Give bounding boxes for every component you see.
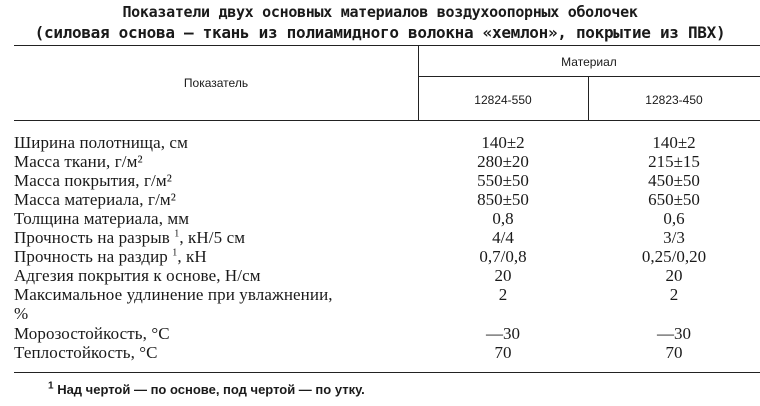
row-label: [14, 305, 28, 322]
row-label-text: Масса покрытия, г/м²: [14, 171, 172, 190]
row-label-text: Адгезия покрытия к основе, Н/см: [14, 266, 261, 285]
footnote-text: Над чертой — по основе, под чертой — по утку.: [57, 382, 365, 397]
row-label-text: Теплостойкость, °С: [14, 343, 158, 362]
cell-12824-550: 850±50: [477, 190, 529, 209]
cell-12824-550: 140±2: [481, 133, 525, 152]
row-label-text: Прочность на раздир: [14, 247, 168, 266]
cell-12823-450: 20: [665, 266, 683, 285]
table-title-line-2: (силовая основа — ткань из полиамидного волокна «хемлон», покрытие из ПВХ): [34, 23, 726, 42]
row-label: [14, 229, 245, 246]
row-label-suffix: , кН: [177, 247, 207, 266]
footnote-reference: 1: [174, 228, 180, 240]
header-material: Материал: [561, 55, 617, 69]
bottom-rule: [14, 372, 760, 373]
cell-12823-450: 0,25/0,20: [641, 247, 707, 266]
cell-12823-450: 70: [665, 343, 683, 362]
header-bottom-rule: [14, 120, 760, 121]
header-material-12824-550: 12824-550: [474, 93, 532, 107]
footnote: [48, 382, 365, 397]
row-label-text: Масса ткани, г/м²: [14, 152, 143, 171]
row-label-text: Толщина материала, мм: [14, 209, 190, 228]
row-label: [14, 172, 172, 189]
row-label-text: Прочность на разрыв: [14, 228, 170, 247]
row-label: [14, 134, 188, 151]
row-label: [14, 344, 158, 361]
cell-12824-550: —30: [486, 324, 520, 343]
row-label-text: Масса материала, г/м²: [14, 190, 176, 209]
cell-12824-550: 2: [498, 285, 508, 304]
row-label: [14, 267, 261, 284]
footnote-mark: 1: [48, 380, 54, 392]
cell-12823-450: 3/3: [663, 228, 685, 247]
footnote-reference: 1: [172, 247, 178, 259]
row-label: [14, 191, 176, 208]
cell-12824-550: 70: [494, 343, 512, 362]
cell-12824-550: 20: [494, 266, 512, 285]
cell-12824-550: 280±20: [477, 152, 529, 171]
row-label: [14, 153, 143, 170]
row-label: [14, 210, 189, 227]
cell-12823-450: 215±15: [648, 152, 700, 171]
row-label-text: Ширина полотнища, см: [14, 133, 188, 152]
row-label-text: Морозостойкость, °С: [14, 324, 170, 343]
cell-12823-450: 0,6: [663, 209, 685, 228]
row-label-suffix: , кН/5 см: [179, 228, 246, 247]
row-label-text: Максимальное удлинение при увлажнении,: [14, 285, 333, 304]
cell-12824-550: 550±50: [477, 171, 529, 190]
header-material-12823-450: 12823-450: [645, 93, 703, 107]
cell-12823-450: —30: [657, 324, 691, 343]
row-label: [14, 286, 333, 303]
cell-12823-450: 2: [669, 285, 679, 304]
row-label-text: %: [14, 304, 29, 323]
header-indicator: Показатель: [183, 76, 249, 90]
table-title-line-1: Показатели двух основных материалов воздухоопорных оболочек: [122, 3, 638, 21]
cell-12823-450: 450±50: [648, 171, 700, 190]
row-label: [14, 325, 170, 342]
cell-12823-450: 650±50: [648, 190, 700, 209]
top-rule: [14, 45, 760, 46]
cell-12823-450: 140±2: [652, 133, 696, 152]
material-subheader-rule: [418, 76, 760, 77]
cell-12824-550: 0,8: [492, 209, 514, 228]
cell-12824-550: 4/4: [492, 228, 514, 247]
row-label: [14, 248, 207, 265]
cell-12824-550: 0,7/0,8: [479, 247, 527, 266]
